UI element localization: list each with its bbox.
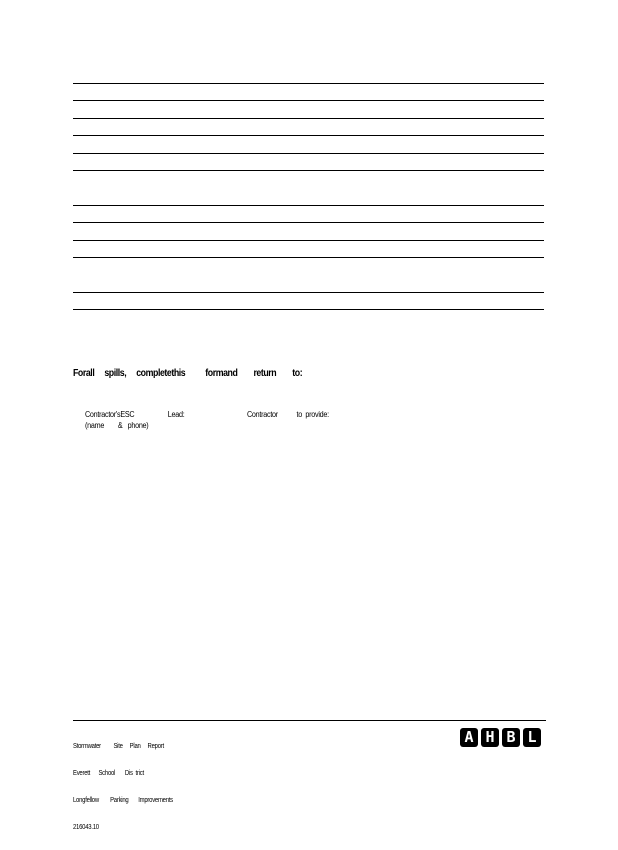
form-rule-line: [73, 118, 544, 119]
name-phone-label: (name & phone): [85, 421, 149, 430]
form-rule-line: [73, 100, 544, 101]
form-rule-line: [73, 257, 544, 258]
form-rule-line: [73, 83, 544, 84]
to-provide-label: to provide:: [296, 410, 329, 419]
footer-line-project: Longfellow Parking Improvements: [73, 797, 173, 804]
form-rule-line: [73, 205, 544, 206]
footer-line-report: Stormwater Site Plan Report: [73, 743, 164, 750]
contact-row-2: [85, 420, 329, 431]
logo-tile: L: [523, 728, 541, 747]
ahbl-logo: [460, 728, 541, 747]
lead-label: Lead:: [167, 410, 185, 419]
contractor-contact-block: [85, 409, 329, 431]
form-rule-line: [73, 292, 544, 293]
contractor-label: Contractor: [247, 410, 278, 419]
form-rule-line: [73, 240, 544, 241]
esc-lead-label: Contractor'sESC: [85, 410, 135, 419]
logo-tile: H: [481, 728, 499, 747]
footer-text: [73, 724, 173, 850]
footer-line-district: Everett School Dis trict: [73, 770, 144, 777]
logo-tile: A: [460, 728, 478, 747]
form-rule-line: [73, 153, 544, 154]
form-rule-line: [73, 135, 544, 136]
form-rule-line: [73, 222, 544, 223]
form-rule-line: [73, 309, 544, 310]
footer-rule: [73, 720, 546, 721]
contact-row-1: [85, 409, 329, 420]
spill-instruction: Forall spills, completethis formand return to:: [73, 368, 303, 379]
form-rule-line: [73, 170, 544, 171]
logo-tile: B: [502, 728, 520, 747]
footer-line-number: 216043.10: [73, 824, 99, 831]
